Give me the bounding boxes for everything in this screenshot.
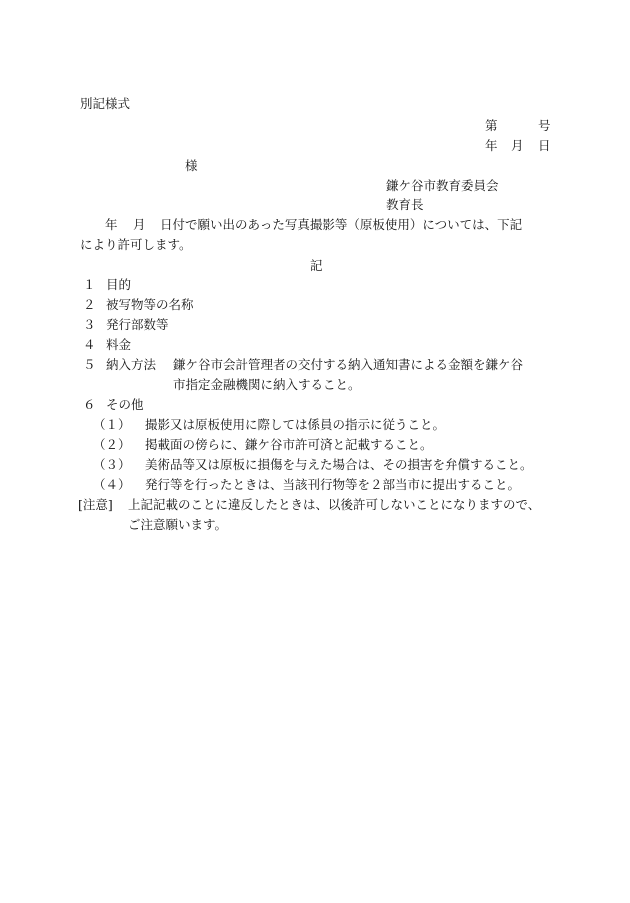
item-2-label: 被写物等の名称 <box>106 297 194 312</box>
subitem-4-text: 発行等を行ったときは、当該刊行物等を２部当市に提出すること。 <box>145 477 521 492</box>
date-day: 日 <box>538 138 551 153</box>
date-year: 年 <box>485 138 498 153</box>
item-2-num: ２ <box>83 297 96 312</box>
issuer-org: 鎌ケ谷市教育委員会 <box>386 178 499 193</box>
item-6-num: ６ <box>83 397 96 412</box>
item-5-label: 納入方法 <box>106 357 157 372</box>
item-5-text-line2: 市指定金融機関に納入すること。 <box>173 377 361 392</box>
item-3-num: ３ <box>83 317 96 332</box>
date-month: 月 <box>511 138 524 153</box>
note-line2: ご注意願います。 <box>128 517 228 532</box>
ki-heading: 記 <box>310 258 323 273</box>
issuer-title: 教育長 <box>386 197 424 212</box>
body-line1: 日付で願い出のあった写真撮影等（原板使用）については、下記 <box>160 217 523 232</box>
body-year: 年 <box>105 217 118 232</box>
item-4-label: 料金 <box>106 337 132 352</box>
item-6-label: その他 <box>106 397 144 412</box>
item-4-num: ４ <box>83 337 96 352</box>
subitem-2-text: 掲載面の傍らに、鎌ケ谷市許可済と記載すること。 <box>145 437 433 452</box>
item-3-label: 発行部数等 <box>106 317 169 332</box>
item-5-num: ５ <box>83 357 96 372</box>
note-line1: 上記記載のことに違反したときは、以後許可しないことになりますので、 <box>128 497 541 512</box>
item-5-text-line1: 鎌ケ谷市会計管理者の交付する納入通知書による金額を鎌ケ谷 <box>173 357 524 372</box>
form-label: 別記様式 <box>80 96 131 111</box>
subitem-1-num: （１） <box>93 417 131 432</box>
subitem-4-num: （４） <box>93 477 131 492</box>
item-1-num: １ <box>83 277 96 292</box>
item-1-label: 目的 <box>106 277 132 292</box>
note-label: [注意] <box>78 497 113 512</box>
subitem-1-text: 撮影又は原板使用に際しては係員の指示に従うこと。 <box>145 417 446 432</box>
subitem-2-num: （２） <box>93 437 131 452</box>
subitem-3-text: 美術品等又は原板に損傷を与えた場合は、その損害を弁償すること。 <box>145 457 533 472</box>
number-prefix: 第 <box>485 118 498 133</box>
number-suffix: 号 <box>538 118 551 133</box>
body-line2: により許可します。 <box>80 237 192 252</box>
body-month: 月 <box>133 217 146 232</box>
addressee-suffix: 様 <box>185 158 198 173</box>
subitem-3-num: （３） <box>93 457 131 472</box>
